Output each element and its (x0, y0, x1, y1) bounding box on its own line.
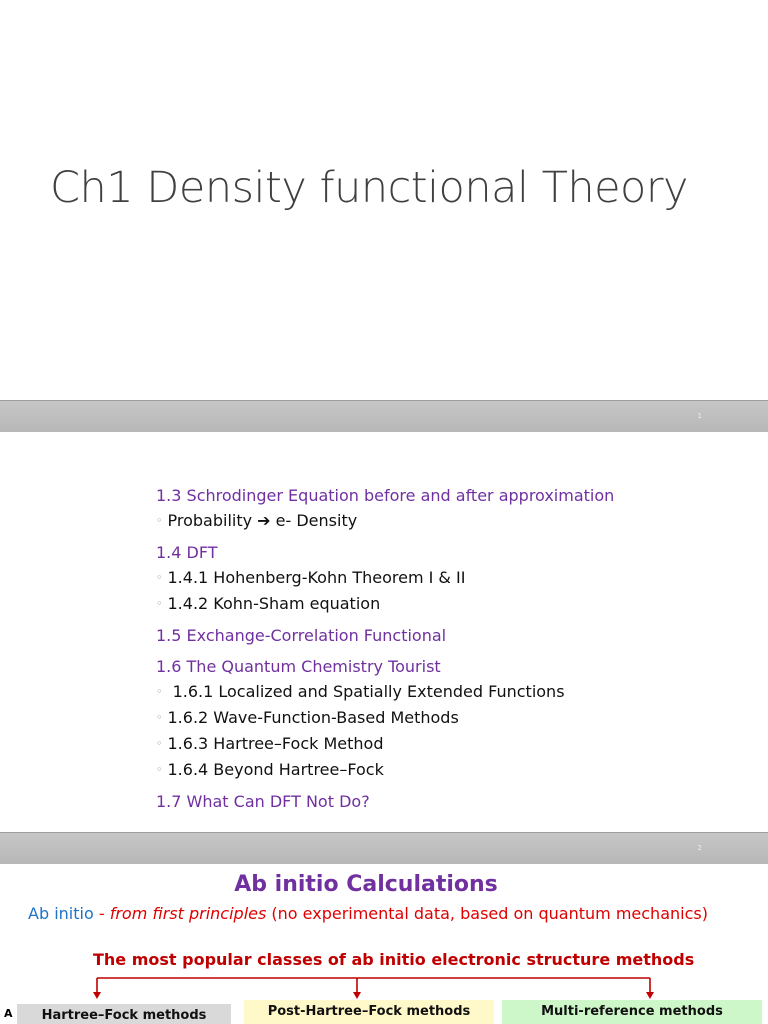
definition-rest: (no experimental data, based on quantum mechanics) (266, 904, 708, 923)
table-of-contents (156, 484, 756, 814)
toc-section: 1.6 The Quantum Chemistry Tourist (156, 657, 441, 676)
multi-reference-box: Multi-reference methods (502, 1000, 762, 1024)
bullet-icon: ◦ (156, 737, 163, 750)
slide-1 (0, 0, 768, 400)
toc-gap (156, 648, 756, 655)
toc-subitem (156, 731, 756, 757)
methods-subtitle: The most popular classes of ab initio electronic structure methods (93, 950, 695, 969)
toc-section: 1.5 Exchange-Correlation Functional (156, 626, 447, 645)
slide-title: Ab initio Calculations (234, 872, 498, 897)
slide-divider-2 (0, 832, 768, 865)
page-number: 1 (697, 412, 702, 420)
toc-subitem (156, 565, 756, 591)
arrow-middle-head (353, 992, 361, 999)
toc-section: 1.3 Schrodinger Equation before and after approximation (156, 486, 615, 505)
toc-subitem (156, 679, 756, 705)
slide-title: Ch1 Density functional Theory (50, 163, 688, 213)
toc-gap (156, 783, 756, 790)
slide-3 (0, 864, 768, 1024)
slide-2 (0, 432, 768, 832)
toc-subitem (156, 705, 756, 731)
arrow-left-head (93, 992, 101, 999)
definition-italic: from first principles (109, 904, 267, 923)
bullet-icon: ◦ (156, 571, 163, 584)
toc-gap (156, 617, 756, 624)
dash: - (93, 904, 110, 923)
toc-subitem-label: 1.6.1 Localized and Spatially Extended Functions (167, 682, 565, 701)
toc-subitem-label: 1.6.4 Beyond Hartree–Fock (167, 760, 384, 779)
page-number: 2 (697, 844, 702, 852)
slide-divider-1 (0, 400, 768, 433)
bullet-icon: ◦ (156, 711, 163, 724)
toc-subitem (156, 508, 756, 534)
post-hartree-fock-box: Post-Hartree–Fock methods (244, 1000, 494, 1024)
toc-subitem-label: 1.4.1 Hohenberg-Kohn Theorem I & II (167, 568, 466, 587)
toc-subitem-label: 1.4.2 Kohn-Sham equation (167, 594, 381, 613)
toc-section: 1.4 DFT (156, 543, 218, 562)
term: Ab initio (28, 904, 94, 923)
bullet-icon: ◦ (156, 597, 163, 610)
arrow-right-head (646, 992, 654, 999)
bullet-icon: ◦ (156, 685, 163, 698)
hartree-fock-box: Hartree–Fock methods (17, 1004, 231, 1024)
toc-subitem-label: 1.6.2 Wave-Function-Based Methods (167, 708, 459, 727)
toc-gap (156, 534, 756, 541)
toc-subitem-label: Probability ➔ e- Density (167, 511, 358, 530)
bullet-icon: ◦ (156, 763, 163, 776)
toc-subitem (156, 591, 756, 617)
toc-section: 1.7 What Can DFT Not Do? (156, 792, 370, 811)
toc-subitem-label: 1.6.3 Hartree–Fock Method (167, 734, 384, 753)
bullet-icon: ◦ (156, 514, 163, 527)
toc-subitem (156, 757, 756, 783)
side-label: A (4, 1007, 13, 1020)
